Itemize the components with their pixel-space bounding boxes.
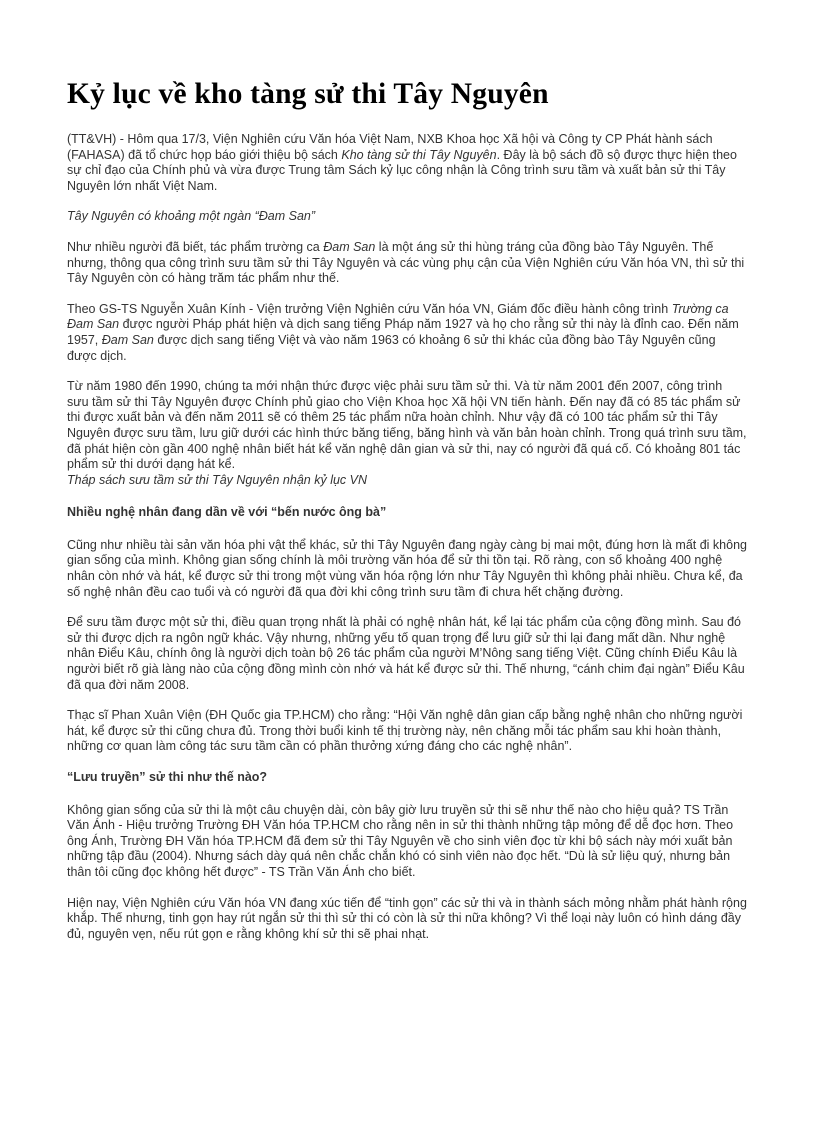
para2-text-1: Theo GS-TS Nguyễn Xuân Kính - Viện trưởng Viện Nghiên cứu Văn hóa VN, Giám đốc điều hành công trình — [67, 301, 672, 316]
para2-dam-san: Đam San — [101, 332, 154, 347]
paragraph-1 — [67, 240, 747, 287]
subheading-italic: Tây Nguyên có khoảng một ngàn “Đam San” — [67, 209, 316, 224]
paragraph-5: Để sưu tầm được một sử thi, điều quan trọng nhất là phải có nghệ nhân hát, kể lại tác phẩm của cộng đồng mình. Sau đó sử thi được dịch ra ngôn ngữ khác. Vậy nhưng, những yếu tố quan trọng để lưu giữ sử thi lại đang mất dần. Như nghệ nhân Điểu Kâu, chính ông là người dịch toàn bộ 26 tác phẩm của người M’Nông sang tiếng Việt. Cũng chính Điểu Kâu là người biết rõ già làng nào của cộng đồng mình còn nhớ và hát kể được sử thi. Thế nhưng, “cánh chim đại ngàn” Điểu Kâu đã qua đời năm 2008. — [67, 615, 745, 692]
para2-text-3: được dịch sang tiếng Việt và vào năm 1963 có khoảng 6 sử thi khác của đồng bào Tây Nguyên cũng được dịch. — [67, 332, 716, 363]
para1-text-1: Như nhiều người đã biết, tác phẩm trường ca — [67, 239, 324, 254]
para1-dam-san: Đam San — [323, 239, 376, 254]
paragraph-3: Từ năm 1980 đến 1990, chúng ta mới nhận thức được việc phải sưu tầm sử thi. Và từ năm 2001 đến 2007, công trình sưu tầm sử thi Tây Nguyên được Chính phủ giao cho Viện Khoa học Xã hội VN tiến hành. Đến nay đã có 85 tác phẩm sử thi được xuất bản và đến năm 2011 sẽ có thêm 25 tác phẩm nữa hoàn chỉnh. Như vậy đã có 100 tác phẩm sử thi Tây Nguyên được sưu tầm, lưu giữ dưới các hình thức băng tiếng, băng hình và văn bản hoàn chỉnh. Trong quá trình sưu tầm, đã phát hiện còn gần 400 nghệ nhân biết hát kể văn nghệ dân gian và sử thi, nay có người đã quá cố. Có khoảng 801 tác phẩm sử thi dưới dạng hát kể. — [67, 379, 747, 472]
paragraph-4: Cũng như nhiều tài sản văn hóa phi vật thể khác, sử thi Tây Nguyên đang ngày càng bị mai một, đúng hơn là mất đi không gian sống của mình. Không gian sống chính là môi trường văn hóa để sử thi tồn tại. Rõ ràng, con số khoảng 400 nghệ nhân còn nhớ và hát, kể được sử thi trong một vùng văn hóa rộng lớn như Tây Nguyên thì không phải nhiều. Chưa kể, đa số nghệ nhân đều cao tuổi và có người đã qua đời khi công trình sưu tầm đi chưa hết chặng đường. — [67, 537, 747, 599]
book-title: Kho tàng sử thi Tây Nguyên — [341, 147, 497, 162]
document-page — [67, 76, 747, 957]
paragraph-6: Thạc sĩ Phan Xuân Viện (ĐH Quốc gia TP.HCM) cho rằng: “Hội Văn nghệ dân gian cấp bằng nghệ nhân cho những người hát, kể được sử thi cũng chưa đủ. Trong thời buổi kinh tế thị trường này, nên chăng mỗi tác phẩm sau khi hoàn thành, những cơ quan làm công tác sưu tầm cần có phần thưởng xứng đáng cho các nghệ nhân”. — [67, 708, 743, 754]
para2-text-2: được người Pháp phát hiện và dịch sang tiếng Pháp năm 1927 và họ cho rằng sử thi này là đỉnh cao. Đến năm 1957, — [67, 317, 739, 347]
paragraph-8: Hiện nay, Viện Nghiên cứu Văn hóa VN đang xúc tiến để “tinh gọn” các sử thi và in thành sách mỏng nhằm phát hành rộng khắp. Thế nhưng, tinh gọn hay rút ngắn sử thi thì sử thi có còn là sử thi nữa không? Vì thể loại này luôn có hình dáng đầy đủ, nguyên vẹn, nếu rút gọn e rằng không khí sử thi sẽ phai nhạt. — [67, 895, 747, 941]
image-caption: Tháp sách sưu tầm sử thi Tây Nguyên nhận kỷ lục VN — [67, 472, 368, 487]
paragraph-7: Không gian sống của sử thi là một câu chuyện dài, còn bây giờ lưu truyền sử thi sẽ như thế nào cho hiệu quả? TS Trần Văn Ánh - Hiệu trưởng Trường ĐH Văn hóa TP.HCM cho rằng nên in sử thi thành những tập mỏng để dễ đọc hơn. Theo ông Ánh, Trường ĐH Văn hóa TP.HCM đã đem sử thi Tây Nguyên về cho sinh viên đọc từ khi bộ sách này mới xuất bản những tập đầu (2004). Nhưng sách dày quá nên chắc chắn khó có sinh viên nào đọc hết. “Dù là sử liệu quý, nhưng bản thân tôi cũng đọc không hết được” - TS Trần Văn Ánh cho biết. — [67, 802, 734, 879]
section-heading-artisans: Nhiều nghệ nhân đang dần về với “bến nước ông bà” — [67, 505, 387, 520]
section-heading-transmission: “Lưu truyền” sử thi như thế nào? — [67, 770, 268, 784]
intro-text-2: . Đây là bộ sách đồ sộ được thực hiện theo sự chỉ đạo của Chính phủ và vừa được Trung tâm Sách kỷ lục công nhận là Công trình sưu tầm và xuất bản sử thi Tây Nguyên lớn nhất Việt Nam. — [67, 147, 737, 193]
intro-text-1: (TT&VH) - Hôm qua 17/3, Viện Nghiên cứu Văn hóa Việt Nam, NXB Khoa học Xã hội và Công ty CP Phát hành sách (FAHASA) đã tổ chức họp báo giới thiệu bộ sách — [67, 132, 713, 162]
article-title: Kỷ lục về kho tàng sử thi Tây Nguyên — [67, 78, 549, 110]
intro-paragraph — [67, 132, 747, 194]
para1-text-2: là một áng sử thi hùng tráng của đồng bào Tây Nguyên. Thế nhưng, thông qua công trình sưu tầm sử thi Tây Nguyên và các vùng phụ cận của Viện Nghiên cứu Văn hóa VN, thì sử thi Tây Nguyên còn có hàng trăm tác phẩm như thế. — [67, 239, 745, 286]
para2-truong-ca: Trường ca Đam San — [67, 301, 729, 332]
paragraph-2 — [67, 302, 747, 364]
